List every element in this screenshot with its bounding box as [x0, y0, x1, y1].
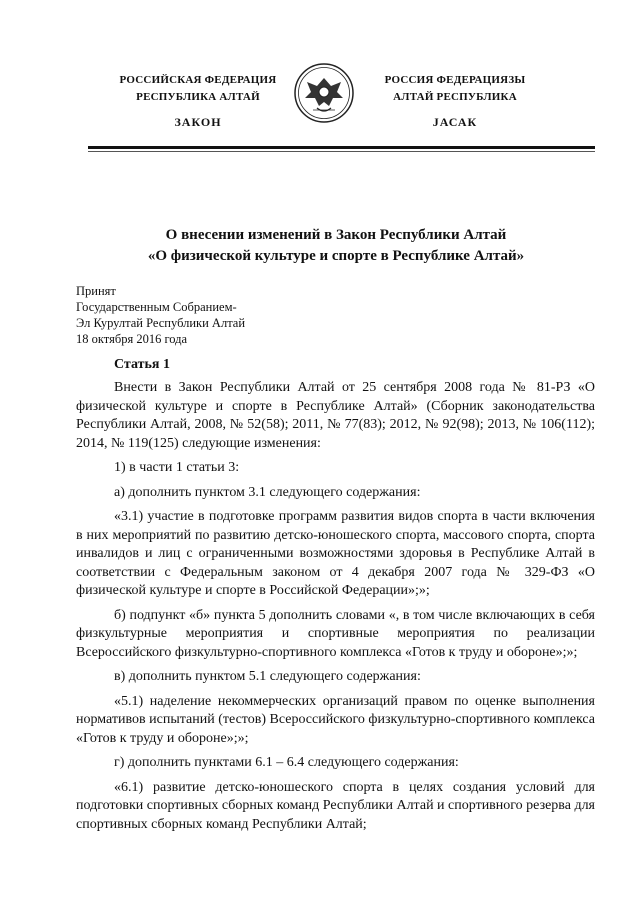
paragraph: 1) в части 1 статьи 3:	[114, 460, 240, 475]
adopted-date: 18 октября 2016 года	[76, 332, 188, 346]
paragraph: «5.1) наделение некоммерческих организаций правом по оценке выполнения нормативов испытаний (тестов) Всероссийского физкультурно-спортивного комплекса «Готов к труду и обороне»;»;	[76, 693, 595, 746]
paragraph: «3.1) участие в подготовке программ развития видов спорта в части включения в них мероприятий по развитию детско-юношеского спорта, массового спорта, спорта инвалидов и лиц с ограниченными возможностями здоровья в Республике Алтай в соответствии с Федеральным законом от 4 декабря 2007 года № 329-ФЗ «О физической культуре и спорте в Российской Федерации»;»;	[76, 509, 595, 598]
adopted-line3: Эл Курултай Республики Алтай	[76, 316, 246, 330]
header-right	[365, 72, 545, 131]
paragraph: а) дополнить пунктом 3.1 следующего содержания:	[114, 484, 421, 500]
paragraph: «6.1) развитие детско-юношеского спорта в целях создания условий для подготовки спортивных сборных команд Республики Алтай и спортивного резерва для спортивных сборных команд Республики Алтай;	[76, 779, 595, 832]
article-heading: Статья 1	[114, 357, 170, 372]
coat-of-arms-icon	[293, 62, 355, 124]
header-divider	[88, 146, 595, 149]
header-left-line1: РОССИЙСКАЯ ФЕДЕРАЦИЯ	[119, 74, 277, 86]
header-right-law: ЈАСАК	[432, 115, 478, 129]
paragraph: в) дополнить пунктом 5.1 следующего содержания:	[114, 669, 421, 684]
adopted-line1: Принят	[76, 284, 116, 298]
paragraph: Внести в Закон Республики Алтай от 25 сентября 2008 года № 81-РЗ «О физической культуре и спорте в Республике Алтай» (Сборник законодательства Республики Алтай, 2008, № 52(58); 2011, № 77(83); 2012, № 92(98); 2013, № 106(112); 2014, № 119(125) следующие изменения:	[76, 380, 595, 451]
header-right-line1: РОССИЯ ФЕДЕРАЦИЯЗЫ	[384, 74, 526, 86]
document-title	[76, 225, 596, 267]
paragraph: г) дополнить пунктами 6.1 – 6.4 следующего содержания:	[114, 755, 459, 770]
title-line1: О внесении изменений в Закон Республики Алтай	[165, 227, 507, 243]
adopted-line2: Государственным Собранием-	[76, 300, 237, 314]
header-right-line2: АЛТАЙ РЕСПУБЛИКА	[393, 91, 517, 103]
article-body	[76, 379, 595, 834]
header-left	[108, 72, 288, 131]
header-left-line2: РЕСПУБЛИКА АЛТАЙ	[136, 91, 260, 103]
title-line2: «О физической культуре и спорте в Республике Алтай»	[147, 248, 525, 264]
header-left-law: ЗАКОН	[174, 115, 222, 129]
header-divider-thin	[88, 151, 595, 152]
paragraph: б) подпункт «б» пункта 5 дополнить словами «, в том числе включающих в себя физкультурные мероприятия и спортивные мероприятия по реализации Всероссийского физкультурно-спортивного комплекса «Готов к труду и обороне»;»;	[76, 607, 595, 660]
adoption-block	[76, 283, 376, 347]
